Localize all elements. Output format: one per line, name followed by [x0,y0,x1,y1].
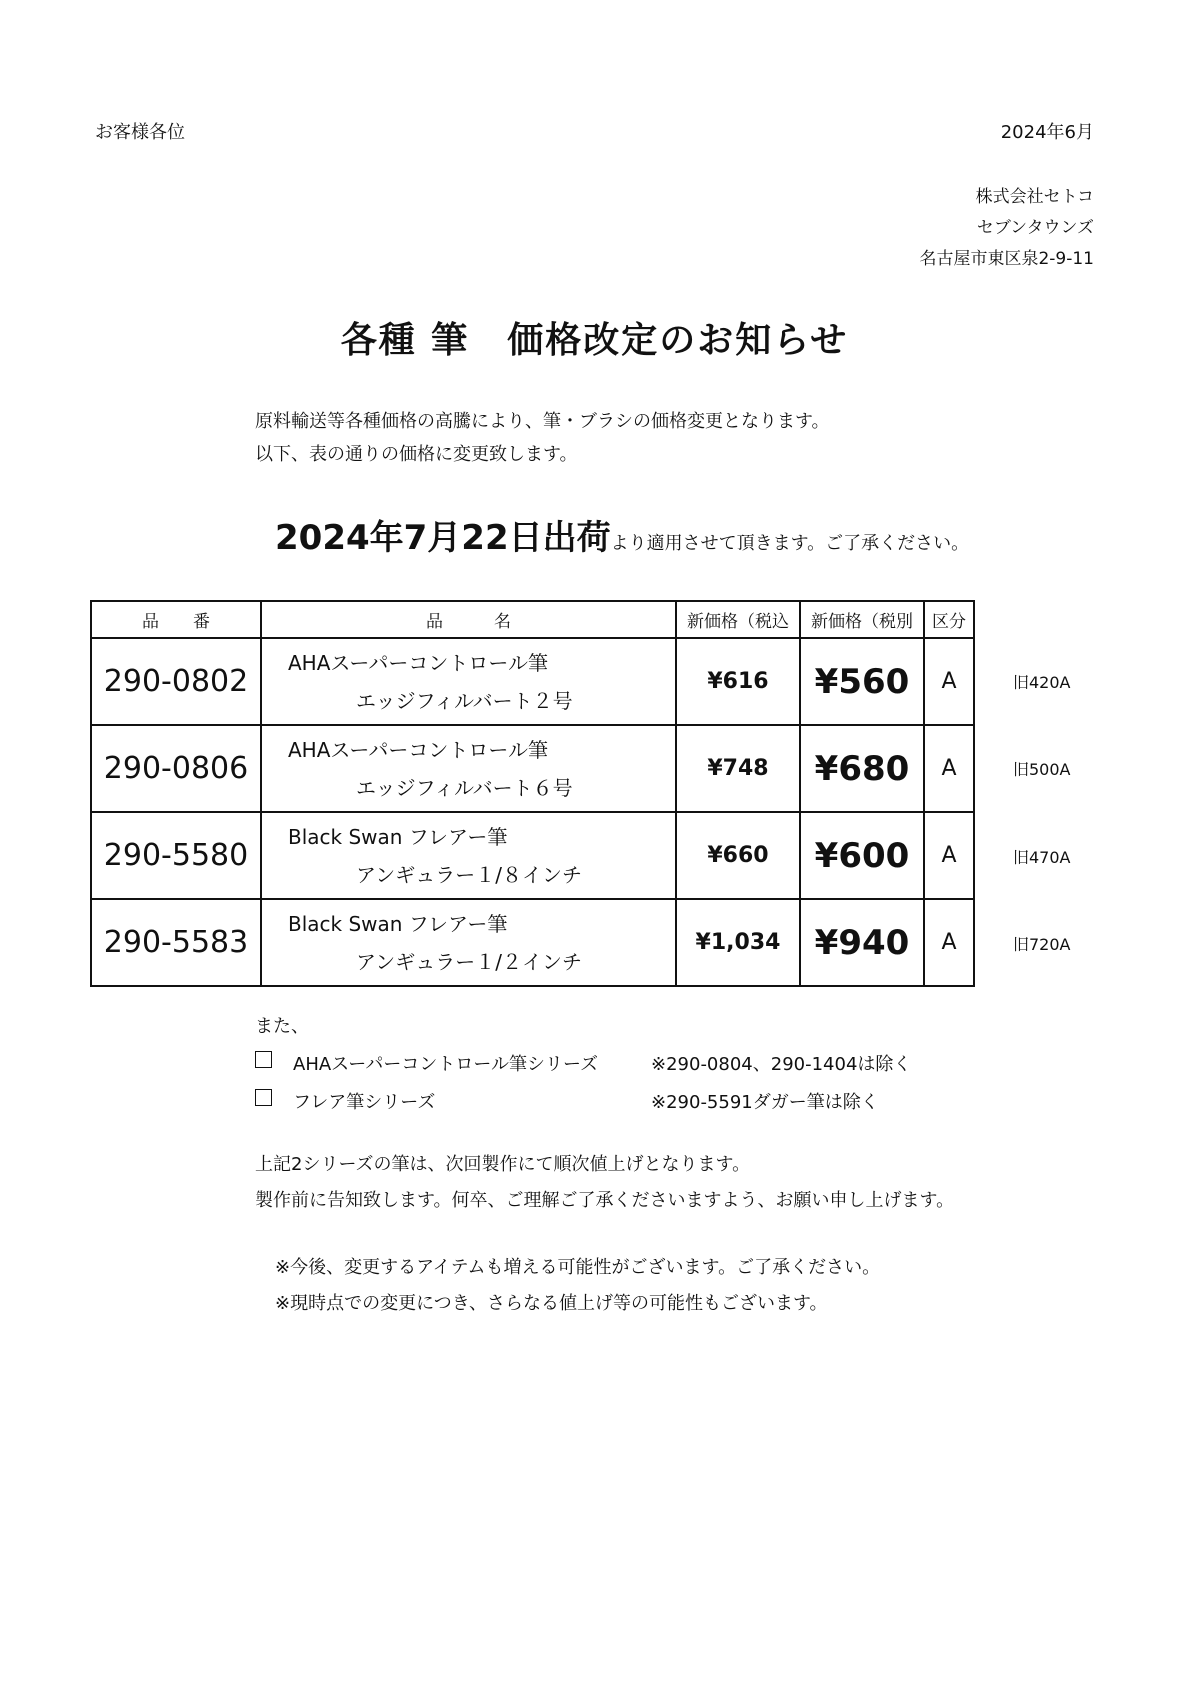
series-exception: ※290-5591ダガー筆は除く [651,1092,879,1113]
product-name [261,812,676,899]
series-exception: ※290-0804、290-1404は除く [651,1054,912,1075]
header-category: 区分 [924,601,974,638]
price-table [90,600,975,987]
product-name-line2: エッジフィルバート２号 [356,688,573,713]
header-price-net: 新価格（税別 [800,601,924,638]
table-row [91,812,974,899]
price-tax-excluded: ¥680 [800,725,924,812]
product-code: 290-0806 [91,725,261,812]
category: A [924,812,974,899]
product-name [261,725,676,812]
product-code: 290-0802 [91,638,261,725]
footnote-line: ※現時点での変更につき、さらなる値上げ等の可能性もございます。 [275,1293,828,1314]
old-price-note: 旧470A [1013,848,1071,867]
series-name: フレア筆シリーズ [293,1092,436,1113]
footnotes [275,1250,880,1322]
sender-address: 名古屋市東区泉2-9-11 [919,249,1094,269]
product-name-line1: AHAスーパーコントロール筆 [288,737,549,762]
header-price-tax: 新価格（税込 [676,601,800,638]
header-code: 品 番 [91,601,261,638]
product-name-line1: AHAスーパーコントロール筆 [288,650,549,675]
addressee: お客様各位 [95,122,185,143]
old-price-note: 旧720A [1013,935,1071,954]
page-title: 各種 筆 価格改定のお知らせ [340,320,849,361]
table-row [91,638,974,725]
price-tax-included: ¥616 [676,638,800,725]
price-tax-included: ¥660 [676,812,800,899]
product-name [261,899,676,986]
category: A [924,638,974,725]
price-tax-excluded: ¥560 [800,638,924,725]
product-name-line1: Black Swan フレアー筆 [288,824,508,849]
old-price-note: 旧500A [1013,760,1071,779]
sender-block [919,182,1094,275]
table-row [91,725,974,812]
product-name-line2: アンギュラー１/８インチ [356,862,582,887]
product-code: 290-5580 [91,812,261,899]
apply-date-line [275,510,969,559]
category: A [924,725,974,812]
price-tax-included: ¥748 [676,725,800,812]
apply-date: 2024年7月22日出荷 [275,518,611,558]
table-row [91,899,974,986]
sender-brand: セブンタウンズ [976,218,1094,238]
product-name-line2: アンギュラー１/２インチ [356,949,582,974]
old-price-note: 旧420A [1013,673,1071,692]
series-notice [255,1147,954,1219]
issue-date: 2024年6月 [1000,122,1094,143]
intro-line: 以下、表の通りの価格に変更致します。 [255,444,578,465]
product-code: 290-5583 [91,899,261,986]
notice-line: 上記2シリーズの筆は、次回製作にて順次値上げとなります。 [255,1154,751,1175]
sender-company: 株式会社セトコ [975,187,1094,207]
series-name: AHAスーパーコントロール筆シリーズ [293,1054,599,1075]
table-header-row [91,601,974,638]
category: A [924,899,974,986]
price-tax-excluded: ¥600 [800,812,924,899]
apply-date-suffix: より適用させて頂きます。ご了承ください。 [610,533,970,554]
series-item [255,1088,879,1113]
notice-line: 製作前に告知致します。何卒、ご理解ご了承くださいますよう、お願い申し上げます。 [255,1190,955,1211]
product-name [261,638,676,725]
header-name: 品 名 [261,601,676,638]
footnote-line: ※今後、変更するアイテムも増える可能性がございます。ご了承ください。 [275,1257,881,1278]
product-name-line2: エッジフィルバート６号 [356,775,573,800]
checkbox-icon [255,1051,272,1068]
also-label: また、 [255,1016,309,1037]
intro-paragraph [255,405,830,471]
product-name-line1: Black Swan フレアー筆 [288,911,508,936]
checkbox-icon [255,1089,272,1106]
price-tax-excluded: ¥940 [800,899,924,986]
series-item [255,1050,912,1075]
price-tax-included: ¥1,034 [676,899,800,986]
intro-line: 原料輸送等各種価格の高騰により、筆・ブラシの価格変更となります。 [255,411,830,432]
